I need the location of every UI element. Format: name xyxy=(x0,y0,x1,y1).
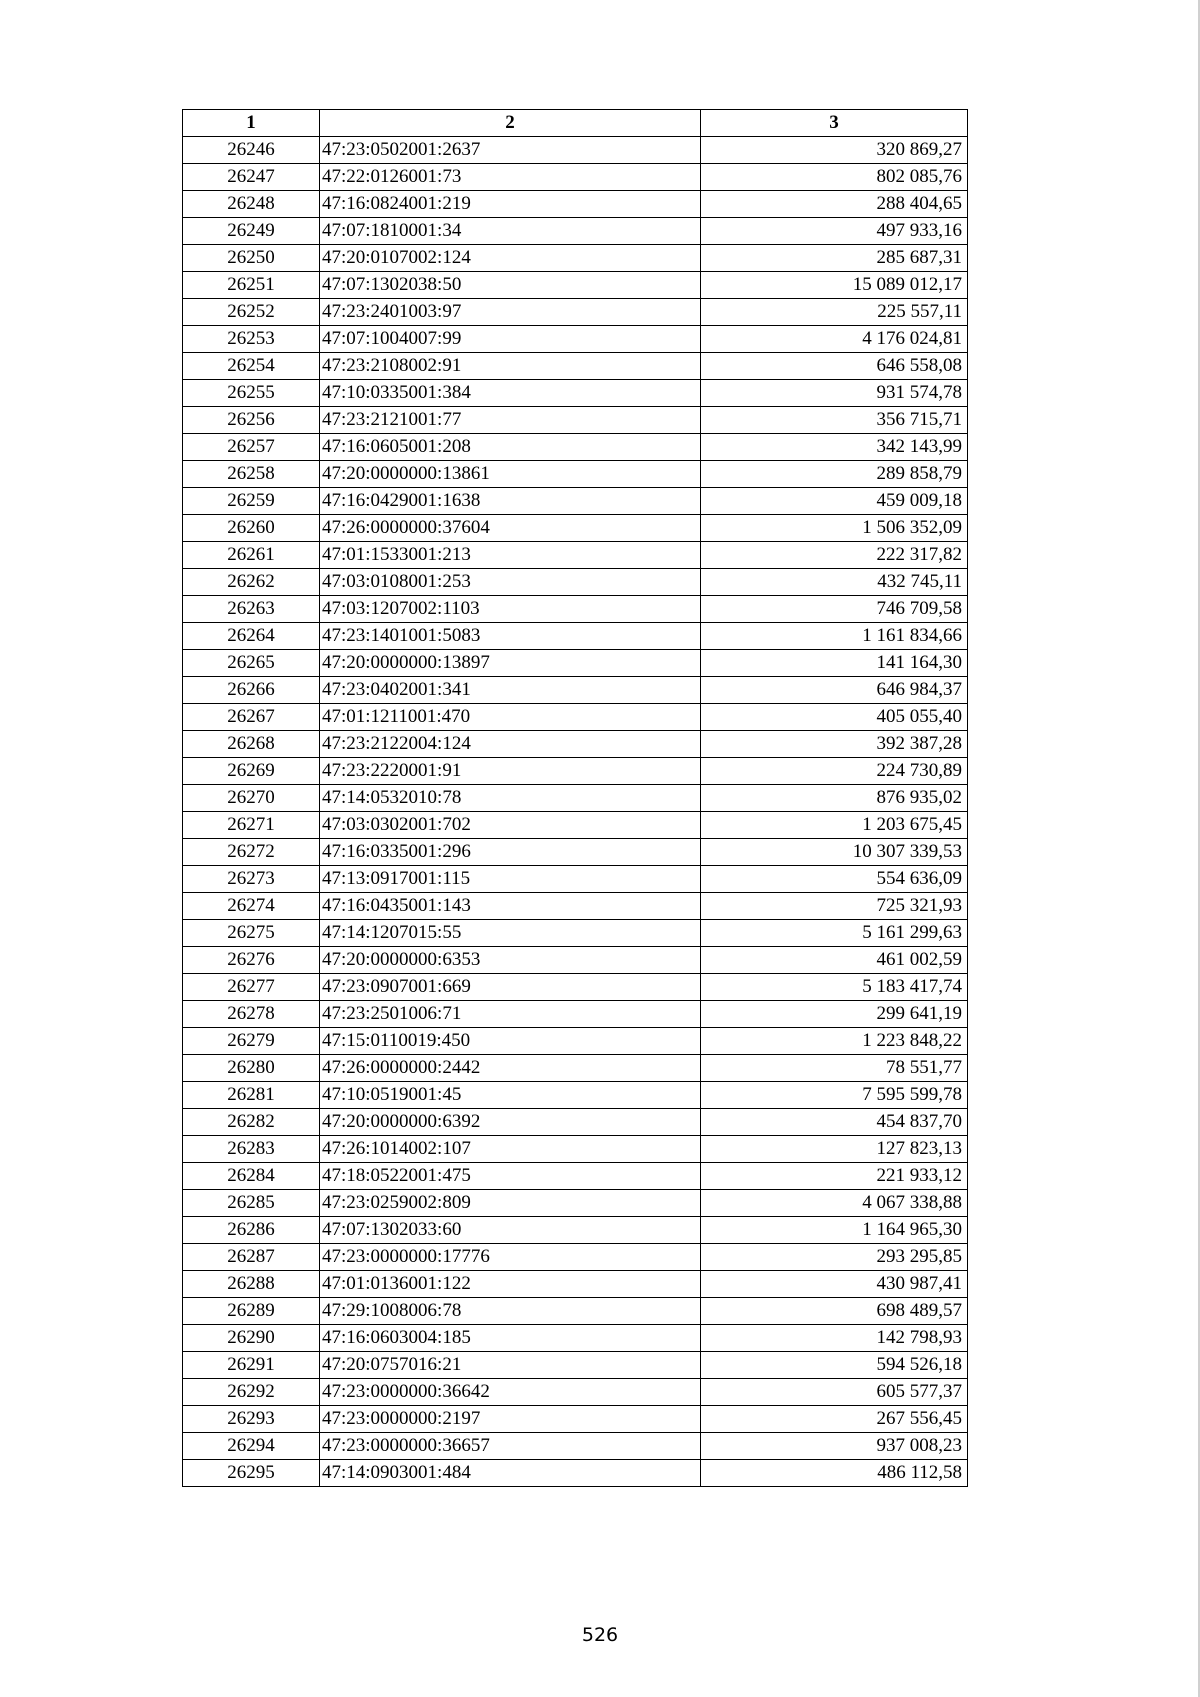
cost-value: 459 009,18 xyxy=(701,488,968,515)
cost-value: 285 687,31 xyxy=(701,245,968,272)
cadastral-number: 47:23:1401001:5083 xyxy=(320,623,701,650)
table-body xyxy=(183,137,968,1487)
cadastral-number: 47:10:0519001:45 xyxy=(320,1082,701,1109)
cost-value: 356 715,71 xyxy=(701,407,968,434)
table-row xyxy=(183,650,968,677)
cost-value: 461 002,59 xyxy=(701,947,968,974)
table-row xyxy=(183,758,968,785)
cadastral-number: 47:23:0907001:669 xyxy=(320,974,701,1001)
table-row xyxy=(183,920,968,947)
cost-value: 937 008,23 xyxy=(701,1433,968,1460)
table-row xyxy=(183,1352,968,1379)
row-number: 26258 xyxy=(183,461,320,488)
table-row xyxy=(183,245,968,272)
table-row xyxy=(183,1298,968,1325)
table-row xyxy=(183,407,968,434)
cost-value: 1 223 848,22 xyxy=(701,1028,968,1055)
cadastral-number: 47:10:0335001:384 xyxy=(320,380,701,407)
table-row xyxy=(183,1460,968,1487)
cadastral-number: 47:23:2108002:91 xyxy=(320,353,701,380)
row-number: 26293 xyxy=(183,1406,320,1433)
cadastral-number: 47:07:1302033:60 xyxy=(320,1217,701,1244)
cost-value: 1 506 352,09 xyxy=(701,515,968,542)
table-row xyxy=(183,488,968,515)
table-row xyxy=(183,974,968,1001)
cost-value: 224 730,89 xyxy=(701,758,968,785)
row-number: 26274 xyxy=(183,893,320,920)
table-row xyxy=(183,1163,968,1190)
table-row xyxy=(183,515,968,542)
cost-value: 405 055,40 xyxy=(701,704,968,731)
cadastral-number: 47:20:0000000:13897 xyxy=(320,650,701,677)
cadastral-number: 47:23:2122004:124 xyxy=(320,731,701,758)
cost-value: 454 837,70 xyxy=(701,1109,968,1136)
row-number: 26289 xyxy=(183,1298,320,1325)
row-number: 26276 xyxy=(183,947,320,974)
cadastral-number: 47:16:0824001:219 xyxy=(320,191,701,218)
cost-value: 486 112,58 xyxy=(701,1460,968,1487)
row-number: 26251 xyxy=(183,272,320,299)
row-number: 26252 xyxy=(183,299,320,326)
cadastral-number: 47:13:0917001:115 xyxy=(320,866,701,893)
cost-value: 5 183 417,74 xyxy=(701,974,968,1001)
cadastral-number: 47:16:0605001:208 xyxy=(320,434,701,461)
cadastral-number: 47:26:0000000:37604 xyxy=(320,515,701,542)
cost-value: 15 089 012,17 xyxy=(701,272,968,299)
cadastral-number: 47:16:0603004:185 xyxy=(320,1325,701,1352)
cost-value: 293 295,85 xyxy=(701,1244,968,1271)
table-row xyxy=(183,434,968,461)
row-number: 26262 xyxy=(183,569,320,596)
row-number: 26257 xyxy=(183,434,320,461)
table-row xyxy=(183,380,968,407)
table-row xyxy=(183,1082,968,1109)
row-number: 26264 xyxy=(183,623,320,650)
cost-value: 10 307 339,53 xyxy=(701,839,968,866)
cadastral-number: 47:26:1014002:107 xyxy=(320,1136,701,1163)
cadastral-number: 47:16:0429001:1638 xyxy=(320,488,701,515)
cadastral-number: 47:22:0126001:73 xyxy=(320,164,701,191)
cadastral-number: 47:16:0435001:143 xyxy=(320,893,701,920)
cost-value: 646 984,37 xyxy=(701,677,968,704)
cadastral-number: 47:23:2220001:91 xyxy=(320,758,701,785)
cost-value: 5 161 299,63 xyxy=(701,920,968,947)
cost-value: 288 404,65 xyxy=(701,191,968,218)
cost-value: 725 321,93 xyxy=(701,893,968,920)
row-number: 26267 xyxy=(183,704,320,731)
cadastral-number: 47:03:1207002:1103 xyxy=(320,596,701,623)
table-row xyxy=(183,191,968,218)
row-number: 26295 xyxy=(183,1460,320,1487)
row-number: 26273 xyxy=(183,866,320,893)
table-row xyxy=(183,1325,968,1352)
cost-value: 127 823,13 xyxy=(701,1136,968,1163)
table-row xyxy=(183,839,968,866)
table-row xyxy=(183,947,968,974)
row-number: 26270 xyxy=(183,785,320,812)
table-row xyxy=(183,1190,968,1217)
cadastral-number: 47:07:1302038:50 xyxy=(320,272,701,299)
cadastral-number: 47:23:0502001:2637 xyxy=(320,137,701,164)
cadastral-number: 47:26:0000000:2442 xyxy=(320,1055,701,1082)
page-number: 526 xyxy=(581,1624,619,1646)
table-row xyxy=(183,1217,968,1244)
cadastral-number: 47:29:1008006:78 xyxy=(320,1298,701,1325)
cost-value: 78 551,77 xyxy=(701,1055,968,1082)
cost-value: 289 858,79 xyxy=(701,461,968,488)
cost-value: 225 557,11 xyxy=(701,299,968,326)
row-number: 26291 xyxy=(183,1352,320,1379)
cadastral-number: 47:18:0522001:475 xyxy=(320,1163,701,1190)
cost-value: 876 935,02 xyxy=(701,785,968,812)
row-number: 26288 xyxy=(183,1271,320,1298)
row-number: 26279 xyxy=(183,1028,320,1055)
table-row xyxy=(183,623,968,650)
cadastral-number: 47:23:2121001:77 xyxy=(320,407,701,434)
cost-value: 802 085,76 xyxy=(701,164,968,191)
row-number: 26253 xyxy=(183,326,320,353)
cadastral-number: 47:01:1533001:213 xyxy=(320,542,701,569)
cost-value: 1 161 834,66 xyxy=(701,623,968,650)
row-number: 26260 xyxy=(183,515,320,542)
cost-value: 554 636,09 xyxy=(701,866,968,893)
row-number: 26263 xyxy=(183,596,320,623)
row-number: 26286 xyxy=(183,1217,320,1244)
cost-value: 299 641,19 xyxy=(701,1001,968,1028)
cadastral-number: 47:23:0000000:2197 xyxy=(320,1406,701,1433)
cost-value: 320 869,27 xyxy=(701,137,968,164)
cost-value: 931 574,78 xyxy=(701,380,968,407)
cost-value: 432 745,11 xyxy=(701,569,968,596)
table-row xyxy=(183,461,968,488)
cost-value: 142 798,93 xyxy=(701,1325,968,1352)
row-number: 26247 xyxy=(183,164,320,191)
row-number: 26269 xyxy=(183,758,320,785)
table-row xyxy=(183,866,968,893)
table-row xyxy=(183,1406,968,1433)
cadastral-number: 47:23:0259002:809 xyxy=(320,1190,701,1217)
table-row xyxy=(183,596,968,623)
row-number: 26292 xyxy=(183,1379,320,1406)
cadastral-number: 47:23:0000000:36642 xyxy=(320,1379,701,1406)
row-number: 26284 xyxy=(183,1163,320,1190)
column-header-2: 2 xyxy=(320,110,701,137)
row-number: 26275 xyxy=(183,920,320,947)
row-number: 26280 xyxy=(183,1055,320,1082)
row-number: 26277 xyxy=(183,974,320,1001)
cadastral-number: 47:01:0136001:122 xyxy=(320,1271,701,1298)
cadastral-number: 47:14:0532010:78 xyxy=(320,785,701,812)
cost-value: 342 143,99 xyxy=(701,434,968,461)
cadastral-number: 47:07:1004007:99 xyxy=(320,326,701,353)
table-row xyxy=(183,1109,968,1136)
cost-value: 141 164,30 xyxy=(701,650,968,677)
cost-value: 746 709,58 xyxy=(701,596,968,623)
table-row xyxy=(183,1379,968,1406)
cost-value: 4 176 024,81 xyxy=(701,326,968,353)
cadastral-number: 47:23:2501006:71 xyxy=(320,1001,701,1028)
table-row xyxy=(183,1028,968,1055)
cost-value: 4 067 338,88 xyxy=(701,1190,968,1217)
row-number: 26256 xyxy=(183,407,320,434)
row-number: 26290 xyxy=(183,1325,320,1352)
table-row xyxy=(183,704,968,731)
cost-value: 7 595 599,78 xyxy=(701,1082,968,1109)
table-header-row xyxy=(183,110,968,137)
table-row xyxy=(183,218,968,245)
table-row xyxy=(183,326,968,353)
table-row xyxy=(183,542,968,569)
cost-value: 430 987,41 xyxy=(701,1271,968,1298)
row-number: 26248 xyxy=(183,191,320,218)
row-number: 26272 xyxy=(183,839,320,866)
row-number: 26266 xyxy=(183,677,320,704)
cadastral-number: 47:23:0402001:341 xyxy=(320,677,701,704)
row-number: 26278 xyxy=(183,1001,320,1028)
row-number: 26259 xyxy=(183,488,320,515)
table-row xyxy=(183,1271,968,1298)
cost-value: 497 933,16 xyxy=(701,218,968,245)
cost-value: 605 577,37 xyxy=(701,1379,968,1406)
table-row xyxy=(183,1001,968,1028)
row-number: 26265 xyxy=(183,650,320,677)
data-table xyxy=(182,109,968,1487)
table-row xyxy=(183,1433,968,1460)
cadastral-number: 47:01:1211001:470 xyxy=(320,704,701,731)
table-row xyxy=(183,731,968,758)
row-number: 26283 xyxy=(183,1136,320,1163)
cadastral-number: 47:14:1207015:55 xyxy=(320,920,701,947)
cost-value: 1 203 675,45 xyxy=(701,812,968,839)
cadastral-number: 47:20:0000000:6392 xyxy=(320,1109,701,1136)
column-header-1: 1 xyxy=(183,110,320,137)
table-row xyxy=(183,272,968,299)
table-row xyxy=(183,569,968,596)
table-row xyxy=(183,353,968,380)
table-row xyxy=(183,299,968,326)
row-number: 26249 xyxy=(183,218,320,245)
row-number: 26255 xyxy=(183,380,320,407)
cost-value: 222 317,82 xyxy=(701,542,968,569)
cost-value: 646 558,08 xyxy=(701,353,968,380)
table-row xyxy=(183,677,968,704)
row-number: 26282 xyxy=(183,1109,320,1136)
table-row xyxy=(183,137,968,164)
table-row xyxy=(183,812,968,839)
cadastral-number: 47:14:0903001:484 xyxy=(320,1460,701,1487)
row-number: 26287 xyxy=(183,1244,320,1271)
cadastral-number: 47:20:0107002:124 xyxy=(320,245,701,272)
table-row xyxy=(183,1055,968,1082)
row-number: 26294 xyxy=(183,1433,320,1460)
cadastral-number: 47:20:0757016:21 xyxy=(320,1352,701,1379)
cadastral-number: 47:03:0302001:702 xyxy=(320,812,701,839)
cost-value: 594 526,18 xyxy=(701,1352,968,1379)
cost-value: 221 933,12 xyxy=(701,1163,968,1190)
column-header-3: 3 xyxy=(701,110,968,137)
table-row xyxy=(183,164,968,191)
cost-value: 1 164 965,30 xyxy=(701,1217,968,1244)
row-number: 26261 xyxy=(183,542,320,569)
row-number: 26250 xyxy=(183,245,320,272)
cadastral-number: 47:16:0335001:296 xyxy=(320,839,701,866)
cadastral-number: 47:07:1810001:34 xyxy=(320,218,701,245)
cadastral-number: 47:23:0000000:36657 xyxy=(320,1433,701,1460)
cost-value: 392 387,28 xyxy=(701,731,968,758)
cadastral-number: 47:23:0000000:17776 xyxy=(320,1244,701,1271)
row-number: 26281 xyxy=(183,1082,320,1109)
table-row xyxy=(183,1244,968,1271)
cadastral-number: 47:20:0000000:6353 xyxy=(320,947,701,974)
row-number: 26271 xyxy=(183,812,320,839)
cadastral-number: 47:20:0000000:13861 xyxy=(320,461,701,488)
row-number: 26285 xyxy=(183,1190,320,1217)
cadastral-number: 47:15:0110019:450 xyxy=(320,1028,701,1055)
cost-value: 267 556,45 xyxy=(701,1406,968,1433)
cadastral-number: 47:23:2401003:97 xyxy=(320,299,701,326)
cost-value: 698 489,57 xyxy=(701,1298,968,1325)
table-row xyxy=(183,785,968,812)
row-number: 26254 xyxy=(183,353,320,380)
row-number: 26246 xyxy=(183,137,320,164)
table-row xyxy=(183,893,968,920)
row-number: 26268 xyxy=(183,731,320,758)
table-row xyxy=(183,1136,968,1163)
cadastral-number: 47:03:0108001:253 xyxy=(320,569,701,596)
